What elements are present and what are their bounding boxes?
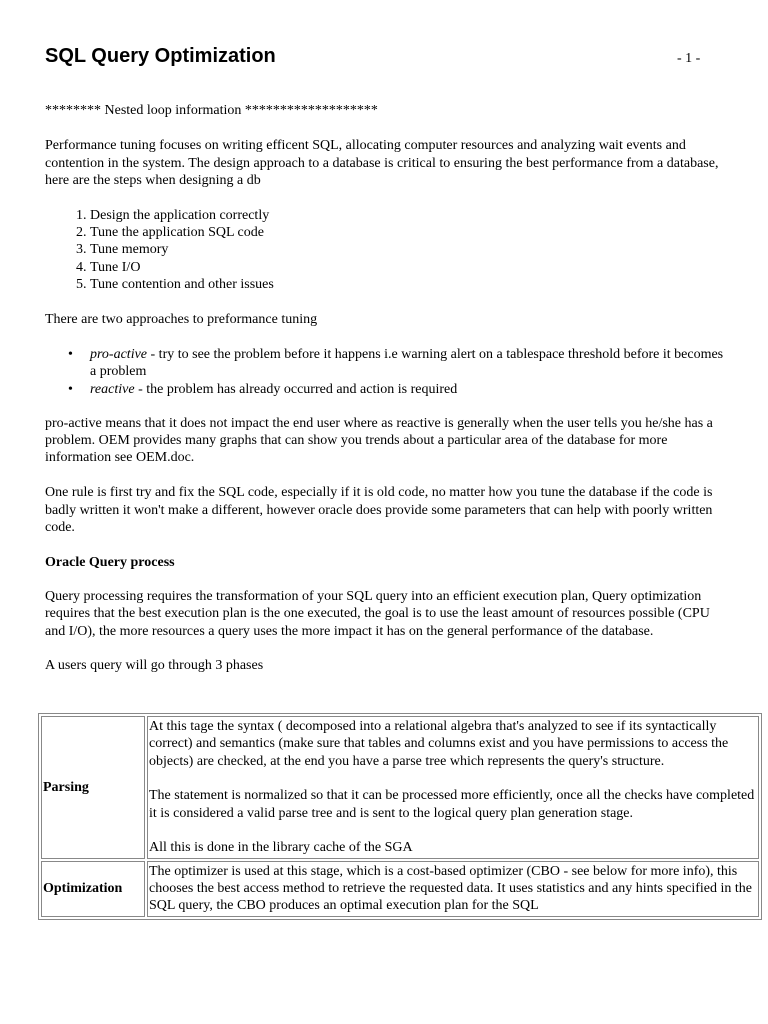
- approaches-intro: There are two approaches to preformance tuning: [45, 312, 318, 328]
- list-item: 5. Tune contention and other issues: [90, 276, 725, 293]
- list-item: 4. Tune I/O: [90, 259, 725, 276]
- approach-term: pro-active: [90, 346, 148, 362]
- phase-paragraph: All this is done in the library cache of the SGA: [149, 840, 413, 856]
- list-item: 3. Tune memory: [90, 241, 725, 258]
- bullet-icon: •: [68, 381, 73, 397]
- approach-desc: - try to see the problem before it happens i.e warning alert on a tablespace threshold before it becomes a problem: [90, 346, 724, 380]
- phase-description-cell: [147, 716, 759, 859]
- intro-paragraph: Performance tuning focuses on writing efficent SQL, allocating computer resources and analyzing wait events and contention in the system. The design approach to a database is critical to ensuring the best performance from a database, here are the steps when designing a db: [45, 138, 719, 188]
- approaches-list: [45, 346, 725, 398]
- phase-paragraph: At this tage the syntax ( decomposed into a relational algebra that's analyzed to see if its syntactically correct) and semantics (make sure that tables and columns exist and you have permissions to access the objects) are checked, at the end you have a parse tree which represents the query's structure.: [149, 719, 729, 769]
- phase-paragraph: The optimizer is used at this stage, which is a cost-based optimizer (CBO - see below for more info), this chooses the best access method to retrieve the requested data. It uses statistics and any hints specified in the SQL query, the CBO produces an optimal execution plan for the SQL: [149, 863, 752, 914]
- list-item: 2. Tune the application SQL code: [90, 224, 725, 241]
- section-heading: Oracle Query process: [45, 554, 175, 570]
- query-process-paragraph: Query processing requires the transformation of your SQL query into an efficient execution plan, Query optimization requires that the best execution plan is the one executed, the goal is to use the least amount of resources possible (CPU and I/O), the more resources a query uses the more impact it has on the general performance of the database.: [45, 588, 710, 639]
- list-item: 1. Design the application correctly: [90, 207, 725, 224]
- rule-paragraph: One rule is first try and fix the SQL code, especially if it is old code, no matter how you tune the database if the code is badly written it won't make a different, however oracle does provide some parameters that can help with poorly written code.: [45, 485, 713, 535]
- phase-description-cell: [147, 861, 759, 917]
- list-item: [68, 346, 725, 381]
- design-steps-list: [45, 207, 725, 293]
- phases-intro: A users query will go through 3 phases: [45, 658, 264, 674]
- table-row: [41, 716, 759, 859]
- phase-name-cell: Parsing: [41, 716, 145, 859]
- proactive-paragraph: pro-active means that it does not impact the end user where as reactive is generally when the user tells you he/she has a problem. OEM provides many graphs that can show you trends about a particular area of the database for more information see OEM.doc.: [45, 415, 713, 466]
- phase-paragraph: The statement is normalized so that it can be processed more efficiently, once all the checks have completed it is considered a valid parse tree and is sent to the logical query plan generation stage.: [149, 788, 755, 821]
- table-row: [41, 861, 759, 917]
- approach-term: reactive: [90, 381, 135, 397]
- approach-desc: - the problem has already occurred and action is required: [134, 381, 458, 397]
- phase-name-cell: Optimization: [41, 861, 145, 917]
- page-number: - 1 -: [677, 51, 701, 66]
- list-item: [68, 381, 725, 398]
- page-title: SQL Query Optimization: [45, 45, 276, 67]
- phases-table: [38, 713, 762, 920]
- bullet-icon: •: [68, 346, 73, 362]
- document-body: [45, 102, 725, 692]
- nested-loop-line: ******** Nested loop information *******************: [45, 103, 378, 118]
